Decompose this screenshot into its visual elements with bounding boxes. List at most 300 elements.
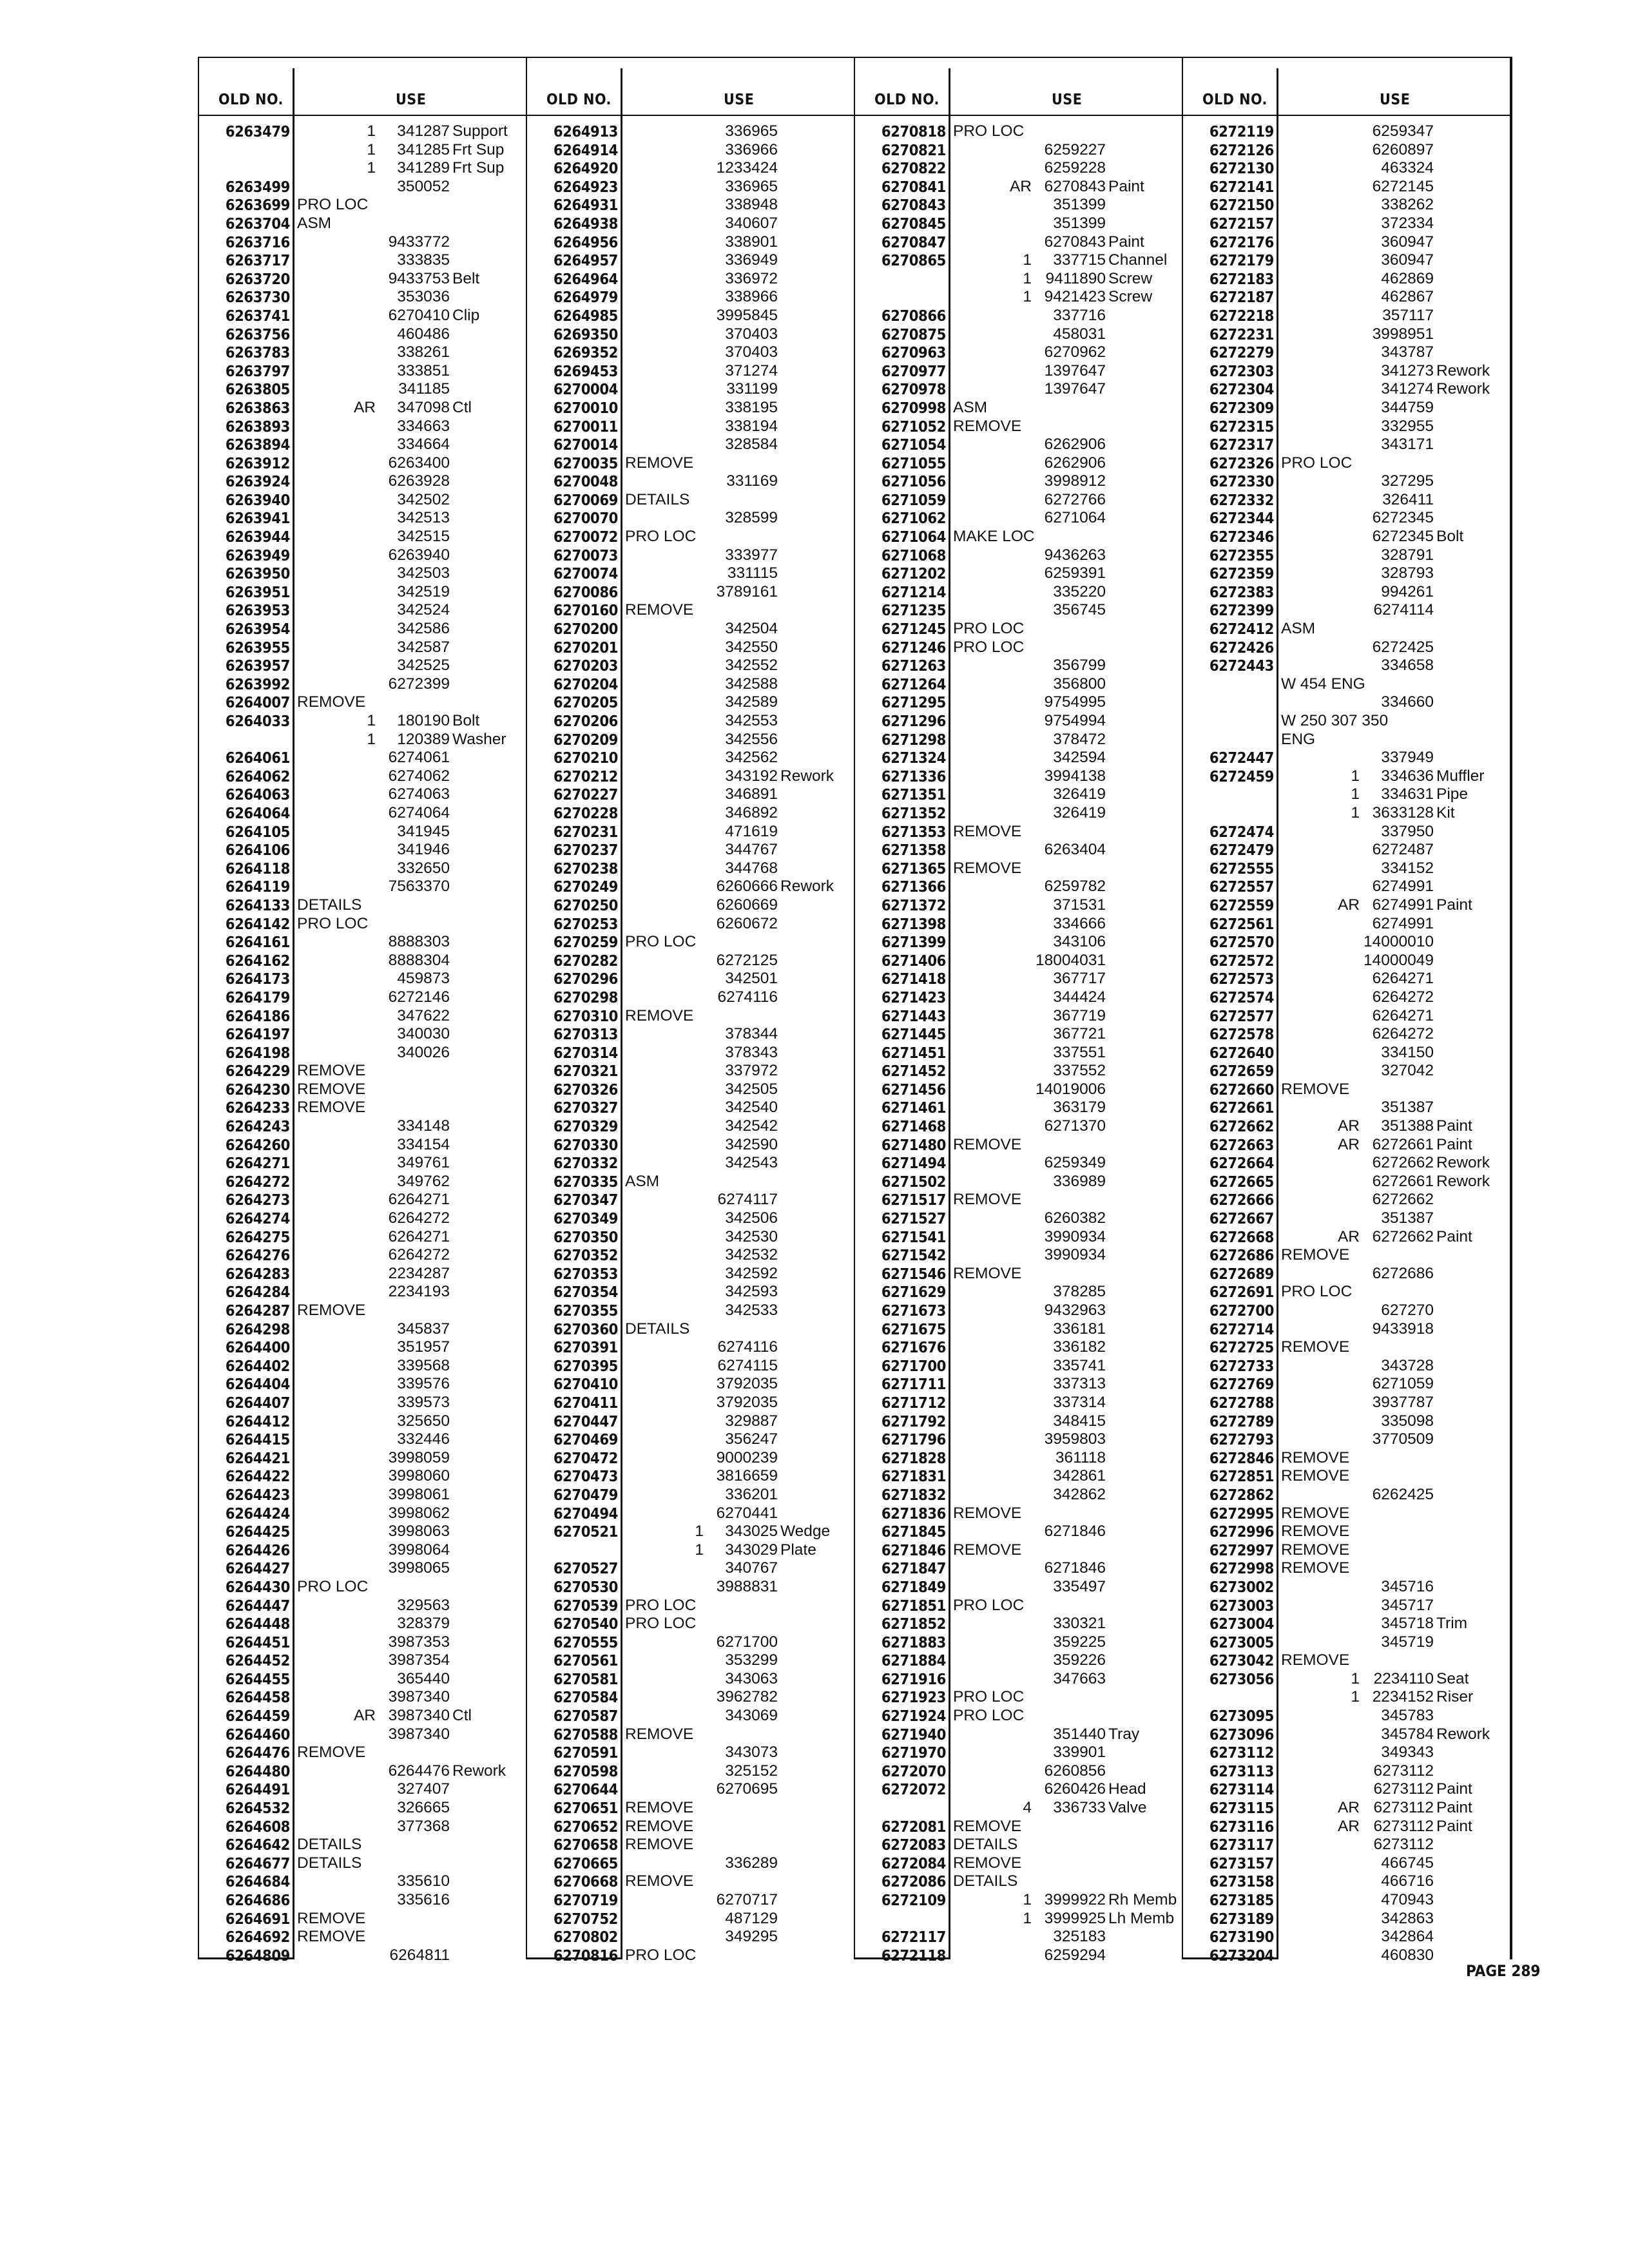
use-number: 361118 — [1055, 1448, 1106, 1466]
table-row — [1183, 1486, 1511, 1504]
use-number: 6273112 — [1373, 1762, 1434, 1780]
table-row — [1183, 657, 1511, 675]
table-row — [199, 767, 527, 786]
old-number: 6272459 — [1209, 767, 1274, 785]
use-number: 342863 — [1381, 1909, 1434, 1927]
table-row — [199, 399, 527, 418]
table-row — [199, 1541, 527, 1560]
quantity: AR — [353, 1707, 376, 1725]
table-row — [527, 620, 855, 639]
old-number: 6270350 — [553, 1227, 618, 1246]
table-row — [1183, 472, 1511, 491]
table-row — [855, 1062, 1183, 1081]
use-number: 347098 — [397, 398, 450, 416]
old-number: 6270818 — [881, 122, 946, 140]
use-number: 6271700 — [716, 1633, 778, 1651]
description: Rework — [780, 878, 834, 896]
table-row — [1183, 970, 1511, 988]
old-number: 6270074 — [553, 564, 618, 583]
use-number: 334154 — [397, 1135, 450, 1153]
use-number: 6273112 — [1373, 1780, 1434, 1798]
old-number: 6272559 — [1209, 896, 1274, 914]
use-note: REMOVE — [953, 417, 1022, 435]
old-number: 6263992 — [225, 675, 290, 693]
table-row — [527, 785, 855, 804]
table-row — [199, 1486, 527, 1504]
old-number: 6264931 — [553, 196, 618, 215]
table-row — [199, 1246, 527, 1265]
table-row — [527, 1559, 855, 1578]
table-row — [199, 1283, 527, 1302]
table-row — [1183, 343, 1511, 362]
use-number: 345783 — [1381, 1707, 1434, 1725]
use-note: REMOVE — [297, 1909, 366, 1927]
use-number: 471619 — [725, 822, 778, 840]
table-row — [527, 509, 855, 528]
old-number: 6270555 — [553, 1633, 618, 1651]
table-row — [855, 1265, 1183, 1283]
table-row — [1183, 399, 1511, 418]
description: Riser — [1436, 1688, 1474, 1706]
old-number: 6264914 — [553, 140, 618, 159]
use-number: 6264271 — [388, 1191, 450, 1209]
use-number: 3987353 — [388, 1633, 450, 1651]
table-row — [855, 1818, 1183, 1836]
use-note: REMOVE — [953, 1264, 1022, 1282]
use-number: 353299 — [725, 1651, 778, 1669]
use-note: REMOVE — [1281, 1448, 1350, 1466]
old-number: 6270963 — [881, 343, 946, 362]
old-number: 6270231 — [553, 822, 618, 841]
old-number: 6271676 — [881, 1338, 946, 1357]
use-number: 3770509 — [1372, 1430, 1434, 1448]
table-row — [855, 1854, 1183, 1873]
table-row — [527, 1007, 855, 1026]
old-number: 6270249 — [553, 878, 618, 896]
table-column-2 — [527, 58, 855, 1965]
table-row — [1183, 1117, 1511, 1136]
old-number: 6271295 — [881, 693, 946, 712]
old-number: 6271924 — [881, 1707, 946, 1725]
use-number: 334658 — [1381, 657, 1434, 675]
table-row — [199, 1946, 527, 1965]
table-row — [527, 251, 855, 270]
old-number: 6264424 — [225, 1504, 290, 1523]
column-header — [199, 58, 527, 115]
use-number: 3633128 — [1372, 803, 1434, 822]
old-number: 6264287 — [225, 1302, 290, 1320]
old-number: 6270472 — [553, 1448, 618, 1467]
table-row — [855, 343, 1183, 362]
use-number: 329563 — [397, 1596, 450, 1614]
description: Wedge — [780, 1523, 831, 1541]
old-number: 6264118 — [225, 859, 290, 878]
table-row — [855, 970, 1183, 988]
use-number: 336965 — [725, 177, 778, 195]
old-number: 6263955 — [225, 638, 290, 657]
use-number: 344424 — [1053, 988, 1106, 1006]
table-row — [1183, 1872, 1511, 1891]
use-number: 9432963 — [1044, 1302, 1106, 1319]
use-number: 344759 — [1381, 398, 1434, 416]
table-row — [855, 896, 1183, 915]
table-row — [855, 307, 1183, 325]
table-row — [527, 933, 855, 952]
old-number: 6272667 — [1209, 1209, 1274, 1228]
old-number: 6270354 — [553, 1283, 618, 1302]
use-note: PRO LOC — [953, 122, 1025, 140]
use-number: 462869 — [1381, 269, 1434, 287]
table-row — [199, 1394, 527, 1412]
old-number: 6272176 — [1209, 233, 1274, 251]
use-number: 363179 — [1053, 1099, 1106, 1117]
old-number: 6264425 — [225, 1523, 290, 1541]
use-note: DETAILS — [297, 896, 362, 914]
old-number: 6272346 — [1209, 528, 1274, 546]
old-number: 6271054 — [881, 436, 946, 454]
old-number: 6272578 — [1209, 1025, 1274, 1044]
old-number: 6271517 — [881, 1191, 946, 1209]
use-number: 6260426 — [1044, 1780, 1106, 1798]
table-rows — [1183, 122, 1511, 1965]
old-number: 6272662 — [1209, 1117, 1274, 1136]
use-note: REMOVE — [953, 1191, 1022, 1209]
table-row — [1183, 1099, 1511, 1117]
use-number: 337949 — [1381, 749, 1434, 767]
table-row — [527, 583, 855, 602]
use-number: 6274114 — [1373, 601, 1434, 619]
use-number: 342862 — [1053, 1485, 1106, 1503]
use-number: 6270843 — [1044, 233, 1106, 251]
table-row — [527, 1836, 855, 1854]
table-row — [855, 1283, 1183, 1302]
use-number: 342513 — [397, 509, 450, 527]
old-number: 6271916 — [881, 1669, 946, 1688]
old-number: 6264608 — [225, 1817, 290, 1836]
old-number: 6263957 — [225, 657, 290, 675]
use-number: 343063 — [725, 1669, 778, 1687]
table-row — [199, 675, 527, 694]
use-number: 328793 — [1381, 564, 1434, 582]
quantity: 1 — [367, 712, 376, 729]
table-row — [199, 454, 527, 473]
use-number: 3998912 — [1044, 472, 1106, 490]
table-row — [1183, 196, 1511, 215]
table-row — [855, 491, 1183, 510]
use-number: 351387 — [1381, 1209, 1434, 1227]
table-row — [855, 620, 1183, 639]
use-note: ASM — [953, 398, 988, 416]
table-row — [855, 1597, 1183, 1615]
use-number: 336949 — [725, 251, 778, 269]
use-number: 340030 — [397, 1025, 450, 1043]
use-note: PRO LOC — [953, 1596, 1025, 1614]
use-number: 342530 — [725, 1227, 778, 1245]
use-number: 329887 — [725, 1412, 778, 1430]
table-row — [527, 970, 855, 988]
table-row — [527, 1430, 855, 1449]
old-number: 6270329 — [553, 1117, 618, 1136]
old-number: 6272119 — [1209, 122, 1274, 140]
use-number: 327042 — [1381, 1062, 1434, 1080]
use-number: 9433918 — [1372, 1320, 1434, 1338]
old-number: 6270845 — [881, 214, 946, 233]
table-row — [527, 915, 855, 934]
quantity: 1 — [695, 1523, 704, 1541]
use-header: USE — [396, 91, 427, 108]
table-row — [855, 823, 1183, 841]
old-number: 6272689 — [1209, 1264, 1274, 1283]
old-number: 6270865 — [881, 251, 946, 270]
table-row — [855, 1504, 1183, 1523]
table-row — [527, 1302, 855, 1320]
table-row — [199, 1265, 527, 1283]
old-number: 6263797 — [225, 361, 290, 380]
use-number: 332446 — [397, 1430, 450, 1448]
use-number: 341946 — [397, 841, 450, 859]
table-row — [1183, 785, 1511, 804]
old-number: 6271264 — [881, 675, 946, 693]
table-row — [855, 1357, 1183, 1376]
use-number: 3998065 — [388, 1559, 450, 1577]
old-number: 6272733 — [1209, 1356, 1274, 1375]
use-note: DETAILS — [953, 1836, 1018, 1854]
use-number: 378344 — [725, 1025, 778, 1043]
description: Bolt — [1436, 528, 1464, 546]
table-row — [527, 1025, 855, 1044]
use-number: 349762 — [397, 1172, 450, 1190]
use-note: REMOVE — [297, 1744, 366, 1762]
table-row — [1183, 915, 1511, 934]
table-row — [199, 1117, 527, 1136]
use-number: 6260666 — [716, 878, 778, 896]
use-number: 6263940 — [388, 546, 450, 564]
old-number: 6263741 — [225, 306, 290, 325]
table-row — [199, 307, 527, 325]
old-number: 6270584 — [553, 1688, 618, 1707]
table-row — [1183, 1891, 1511, 1910]
old-number: 6272668 — [1209, 1227, 1274, 1246]
old-number: 6270411 — [553, 1393, 618, 1412]
old-number: 6272309 — [1209, 398, 1274, 417]
table-row — [199, 1615, 527, 1633]
use-number: 348415 — [1053, 1412, 1106, 1430]
old-number: 6272072 — [881, 1780, 946, 1799]
use-note: REMOVE — [1281, 1467, 1350, 1485]
old-number: 6271372 — [881, 896, 946, 914]
use-number: 6272766 — [1044, 490, 1106, 508]
use-number: 6271059 — [1372, 1375, 1434, 1393]
table-row — [855, 1209, 1183, 1228]
use-number: 341289 — [397, 159, 450, 177]
old-number: 6264179 — [225, 988, 290, 1006]
use-number: 343106 — [1053, 933, 1106, 951]
use-note: ENG — [1281, 730, 1316, 748]
old-number: 6271851 — [881, 1596, 946, 1615]
quantity: 1 — [1023, 288, 1032, 306]
table-row — [199, 1688, 527, 1707]
table-row — [855, 1688, 1183, 1707]
use-number: 6264272 — [388, 1246, 450, 1264]
table-row — [199, 1302, 527, 1320]
use-number: 6272425 — [1372, 638, 1434, 656]
use-number: 1397647 — [1044, 361, 1106, 380]
table-row — [199, 583, 527, 602]
use-number: 346891 — [725, 785, 778, 803]
use-number: 325152 — [725, 1762, 778, 1780]
use-number: 340767 — [725, 1559, 778, 1577]
table-row — [855, 1651, 1183, 1670]
old-number: 6264957 — [553, 251, 618, 270]
old-number: 6264415 — [225, 1430, 290, 1449]
table-row — [855, 1872, 1183, 1891]
old-number: 6271418 — [881, 970, 946, 988]
old-number: 6264033 — [225, 712, 290, 730]
use-note: REMOVE — [1281, 1338, 1350, 1356]
table-row — [199, 1872, 527, 1891]
use-number: 337950 — [1381, 822, 1434, 840]
quantity: 1 — [1023, 1909, 1032, 1927]
old-number: 6270347 — [553, 1191, 618, 1209]
table-row — [527, 1891, 855, 1910]
use-note: MAKE LOC — [953, 528, 1035, 546]
use-number: 335741 — [1053, 1356, 1106, 1374]
old-number: 6269453 — [553, 361, 618, 380]
old-number: 6270395 — [553, 1356, 618, 1375]
use-number: 334150 — [1381, 1043, 1434, 1061]
use-number: 342562 — [725, 749, 778, 767]
table-row — [855, 1025, 1183, 1044]
use-number: 360947 — [1381, 251, 1434, 269]
use-number: 3988831 — [716, 1577, 778, 1595]
table-row — [855, 1891, 1183, 1910]
use-number: 1233424 — [716, 159, 778, 177]
table-row — [1183, 1651, 1511, 1670]
use-number: 3994138 — [1044, 767, 1106, 785]
old-number: 6271296 — [881, 712, 946, 730]
description: Paint — [1436, 896, 1472, 914]
table-row — [527, 1357, 855, 1376]
use-number: 6270843 — [1044, 177, 1106, 195]
use-number: 3937787 — [1372, 1393, 1434, 1411]
use-number: 6259391 — [1044, 564, 1106, 582]
old-number: 6273042 — [1209, 1651, 1274, 1670]
table-row — [1183, 767, 1511, 786]
old-number: 6264430 — [225, 1577, 290, 1596]
table-row — [199, 1228, 527, 1247]
old-number: 6271629 — [881, 1283, 946, 1302]
old-number: 6271365 — [881, 859, 946, 878]
old-number: 6272788 — [1209, 1393, 1274, 1412]
old-number: 6272304 — [1209, 380, 1274, 399]
old-no-header: OLD NO. — [874, 91, 940, 108]
use-number: 326411 — [1382, 490, 1434, 508]
use-number: 349761 — [397, 1154, 450, 1172]
use-number: 377368 — [397, 1817, 450, 1835]
old-number: 6271461 — [881, 1099, 946, 1117]
old-number: 6264233 — [225, 1099, 290, 1117]
table-row — [1183, 362, 1511, 381]
use-number: 9421423 — [1044, 288, 1106, 306]
use-number: 6272345 — [1372, 528, 1434, 546]
old-number: 6272317 — [1209, 436, 1274, 454]
old-number: 6263783 — [225, 343, 290, 362]
table-row — [855, 1725, 1183, 1744]
old-number: 6271546 — [881, 1264, 946, 1283]
use-number: 6274061 — [388, 749, 450, 767]
table-row — [1183, 1928, 1511, 1946]
old-number: 6270253 — [553, 914, 618, 933]
use-number: 343192 — [725, 767, 778, 785]
table-row — [855, 583, 1183, 602]
quantity: AR — [1009, 177, 1032, 195]
table-row — [855, 436, 1183, 454]
use-number: 6271064 — [1044, 509, 1106, 527]
old-number: 6271263 — [881, 657, 946, 675]
table-row — [855, 804, 1183, 823]
use-note: REMOVE — [625, 1836, 694, 1854]
old-number: 6270360 — [553, 1320, 618, 1338]
old-number: 6264421 — [225, 1448, 290, 1467]
use-number: 326419 — [1053, 803, 1106, 822]
use-note: REMOVE — [1281, 1559, 1350, 1577]
table-row — [1183, 712, 1511, 731]
old-number: 6264142 — [225, 914, 290, 933]
table-row — [527, 1523, 855, 1541]
use-number: 337972 — [725, 1062, 778, 1080]
old-number: 6270238 — [553, 859, 618, 878]
old-number: 6264173 — [225, 970, 290, 988]
old-number: 6271846 — [881, 1541, 946, 1559]
use-number: 342533 — [725, 1302, 778, 1319]
table-row — [1183, 122, 1511, 141]
old-number: 6263912 — [225, 454, 290, 472]
table-row — [527, 1707, 855, 1725]
table-row — [199, 1651, 527, 1670]
old-number: 6272130 — [1209, 159, 1274, 178]
old-number: 6272179 — [1209, 251, 1274, 270]
old-number: 6272700 — [1209, 1302, 1274, 1320]
old-number: 6272479 — [1209, 841, 1274, 860]
quantity: 4 — [1023, 1799, 1032, 1817]
table-row — [527, 823, 855, 841]
old-number: 6271849 — [881, 1577, 946, 1596]
table-row — [527, 693, 855, 712]
table-row — [855, 288, 1183, 307]
table-row — [855, 1117, 1183, 1136]
use-number: 120389 — [397, 730, 450, 748]
table-row — [199, 878, 527, 896]
table-row — [1183, 307, 1511, 325]
description: Plate — [780, 1541, 816, 1559]
table-row — [527, 952, 855, 970]
table-row — [199, 1136, 527, 1155]
old-number: 6264402 — [225, 1356, 290, 1375]
old-number: 6270588 — [553, 1725, 618, 1744]
use-number: 6274063 — [388, 785, 450, 803]
table-row — [855, 1946, 1183, 1965]
table-row — [527, 472, 855, 491]
old-number: 6271445 — [881, 1025, 946, 1044]
old-number: 6264423 — [225, 1485, 290, 1504]
table-row — [527, 1688, 855, 1707]
use-number: 6270717 — [716, 1891, 778, 1908]
table-row — [199, 712, 527, 731]
table-row — [855, 1394, 1183, 1412]
table-row — [855, 362, 1183, 381]
old-number: 6264229 — [225, 1062, 290, 1081]
table-row — [199, 1044, 527, 1062]
